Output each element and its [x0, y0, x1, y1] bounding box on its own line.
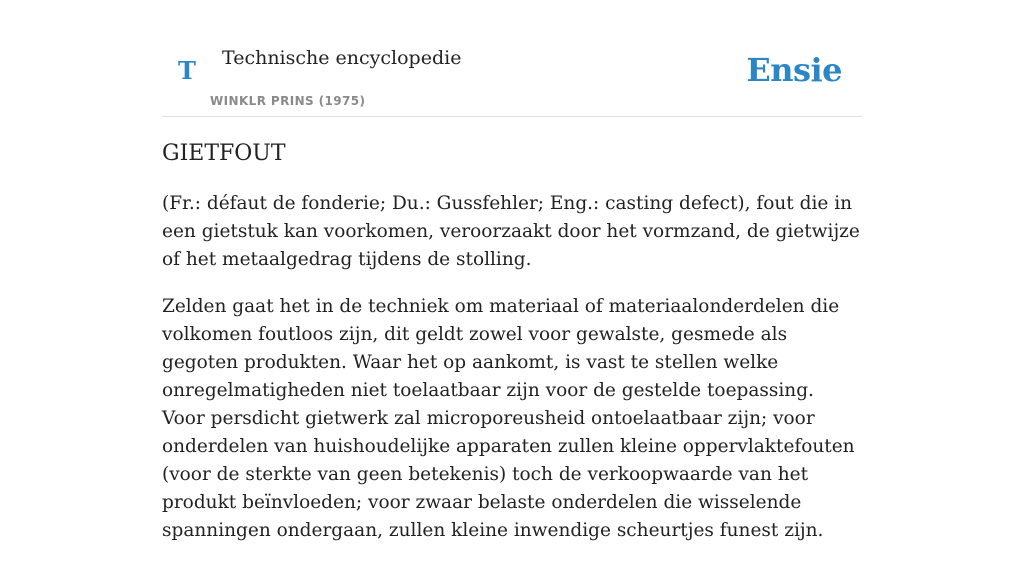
article-content	[162, 138, 862, 564]
ensie-logo[interactable]: Ensie	[746, 51, 842, 89]
article-paragraph-1: (Fr.: défaut de fonderie; Du.: Gussfehler; Eng.: casting defect), fout die in een gietstuk kan voorkomen, veroorzaakt door het vormzand, de gietwijze of het metaalgedrag tijdens de stolling.	[162, 193, 860, 270]
page-header	[162, 0, 862, 117]
article-title: GIETFOUT	[162, 141, 286, 166]
encyclopedia-t-icon: T	[178, 56, 196, 85]
encyclopedia-title[interactable]: Technische encyclopedie	[222, 47, 462, 69]
article-paragraph-2: Zelden gaat het in de techniek om materiaal of materiaalonderdelen die volkomen foutloos zijn, dit geldt zowel voor gewalste, gesmede als gegoten produkten. Waar het op aankomt, is vast te stellen welke onregelmatigheden niet toelaatbaar zijn voor de gestelde toepassing. Voor persdicht gietwerk zal microporeusheid ontoelaatbaar zijn; voor onderdelen van huishoudelijke apparaten zullen kleine oppervlaktefouten (voor de sterkte van geen betekenis) toch de verkoopwaarde van het produkt beïnvloeden; voor zwaar belaste onderdelen die wisselende spanningen ondergaan, zullen kleine inwendige scheurtjes funest zijn.	[162, 296, 855, 541]
encyclopedia-source: WINKLR PRINS (1975)	[210, 94, 366, 108]
